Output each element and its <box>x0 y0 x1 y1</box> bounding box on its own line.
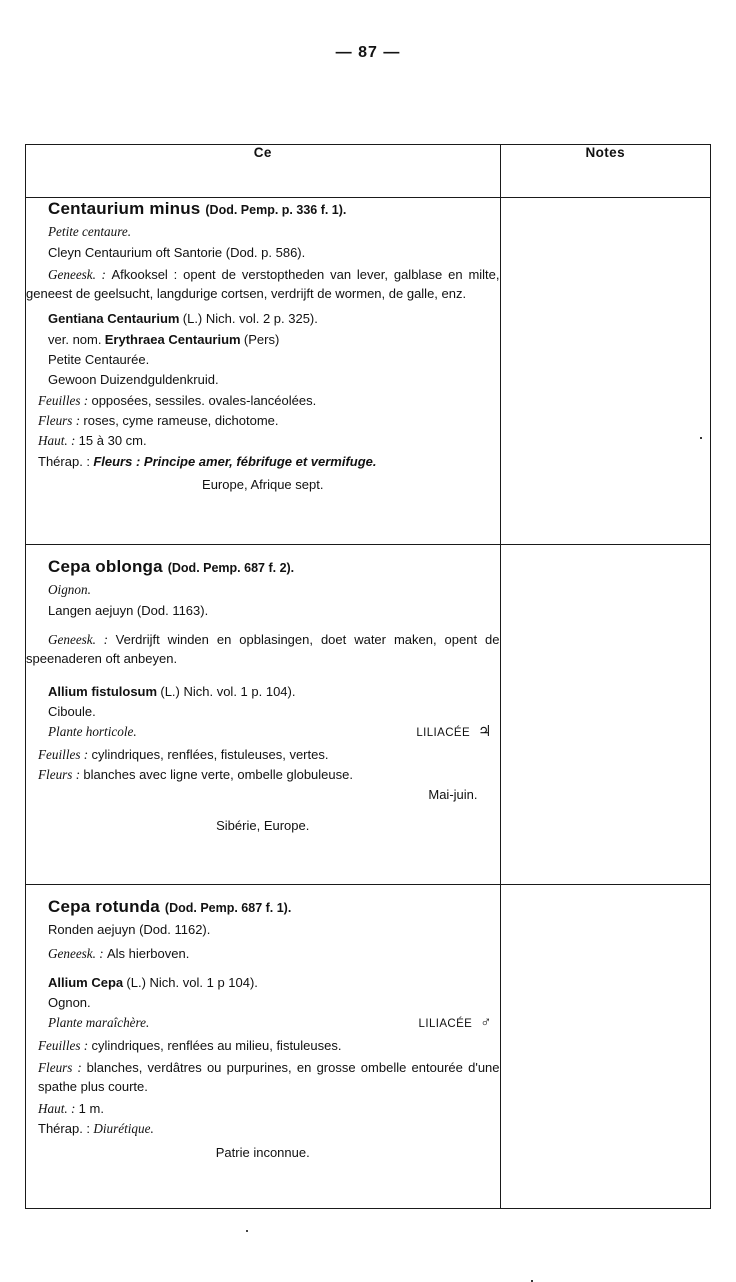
descriptor-fleurs <box>38 766 500 783</box>
descriptor-value: cylindriques, renflées, fistuleuses, vertes. <box>91 746 329 762</box>
entry-title-row <box>48 896 500 918</box>
geneesk-label: Geneesk. : <box>48 946 104 962</box>
geneesk-label: Geneesk. : <box>48 267 106 283</box>
descriptor-feuilles <box>38 392 500 409</box>
synonym-reference: (Pers) <box>243 331 280 347</box>
habit-family-row <box>48 723 500 743</box>
descriptor-feuilles <box>38 746 500 763</box>
descriptor-label: Fleurs : <box>38 1060 82 1076</box>
therapeutic-row <box>38 1120 500 1137</box>
descriptor-value: blanches avec ligne verte, ombelle globuleuse. <box>83 767 353 783</box>
common-name-fr: Ciboule. <box>48 703 96 719</box>
entry-title-row <box>48 198 500 220</box>
descriptor-value: opposées, sessiles. ovales-lancéolées. <box>91 392 317 408</box>
descriptor-label: Fleurs : <box>38 767 81 783</box>
plant-habit: Plante horticole. <box>48 724 137 740</box>
entries-table <box>25 144 711 1209</box>
entry-geneesk-paragraph <box>26 631 500 668</box>
entry-vernacular-nl: Ronden aejuyn (Dod. 1162). <box>48 921 211 937</box>
origin: Europe, Afrique sept. <box>202 477 324 493</box>
table-row <box>26 545 710 884</box>
descriptor-feuilles <box>38 1037 500 1054</box>
geneesk-text: Afkooksel : opent de verstoptheden van lever, galblase en milte, geneest de geelsucht, langdurige cortsen, verdrijft de wormen, de galle, enz. <box>26 267 500 301</box>
entry-species-row <box>48 310 500 327</box>
entry-cepa-rotunda <box>26 884 500 1208</box>
synonym-name: Erythraea Centaurium <box>104 331 241 347</box>
common-name-nl: Gewoon Duizendguldenkruid. <box>48 372 219 388</box>
entry-title: Cepa oblonga <box>48 557 163 577</box>
descriptor-label: Feuilles : <box>38 392 89 408</box>
species-name: Allium fistulosum <box>48 683 158 699</box>
common-name-fr: Ognon. <box>48 994 91 1010</box>
perennial-symbol-icon: ♃ <box>478 724 492 741</box>
entry-vernacular-nl: Cleyn Centaurium oft Santorie (Dod. p. 586). <box>48 244 306 260</box>
descriptor-value: blanches, verdâtres ou purpurines, en grosse ombelle entourée d'une spathe plus courte. <box>38 1060 500 1095</box>
species-reference: (L.) Nich. vol. 2 p. 325). <box>182 311 318 327</box>
page-speck <box>700 437 702 439</box>
entry-vernacular-fr: Petite centaure. <box>48 224 131 240</box>
flowering-season: Mai-juin. <box>428 786 478 802</box>
origin: Patrie inconnue. <box>215 1144 310 1160</box>
origin: Sibérie, Europe. <box>216 817 310 833</box>
entry-geneesk-paragraph <box>26 266 500 303</box>
family-name: LILIACÉE <box>418 1018 473 1031</box>
geneesk-text: Verdrijft winden en opblasingen, doet water maken, opent de speenaderen oft anbeyen. <box>26 632 500 666</box>
common-name-fr: Petite Centaurée. <box>48 352 150 368</box>
descriptor-value: roses, cyme rameuse, dichotome. <box>83 413 279 429</box>
therapeutic-row <box>38 453 500 470</box>
species-reference: (L.) Nich. vol. 1 p. 104). <box>160 683 296 699</box>
entry-title-reference: (Dod. Pemp. 687 f. 1). <box>164 900 292 915</box>
entry-species-row <box>48 683 500 700</box>
entry-centaurium-minus <box>26 198 500 545</box>
therap-label: Thérap. : <box>38 453 91 469</box>
document-page <box>0 44 736 1244</box>
descriptor-haut <box>38 1100 500 1117</box>
species-name: Gentiana Centaurium <box>48 311 180 327</box>
habit-family-row <box>48 1014 500 1034</box>
therap-value: Diurétique. <box>93 1121 154 1137</box>
descriptor-label: Haut. : <box>38 433 76 449</box>
geneesk-text: Als hierboven. <box>106 946 190 962</box>
table-row <box>26 884 710 1208</box>
plant-habit: Plante maraîchère. <box>48 1015 150 1031</box>
descriptor-haut <box>38 432 500 449</box>
family-name: LILIACÉE <box>416 727 471 740</box>
column-header-notes: Notes <box>500 145 710 198</box>
species-name: Allium Cepa <box>48 974 124 990</box>
entry-vernacular-nl: Langen aejuyn (Dod. 1163). <box>48 602 209 618</box>
entry-synonym-row <box>48 331 500 348</box>
descriptor-label: Feuilles : <box>38 1037 89 1053</box>
descriptor-label: Fleurs : <box>38 413 81 429</box>
notes-cell[interactable] <box>500 198 710 545</box>
entry-title: Cepa rotunda <box>48 896 160 916</box>
descriptor-value: 15 à 30 cm. <box>78 433 147 449</box>
descriptor-label: Feuilles : <box>38 746 89 762</box>
entry-geneesk-paragraph <box>48 945 500 962</box>
descriptor-value: 1 m. <box>78 1100 104 1116</box>
synonym-label: ver. nom. <box>48 331 102 347</box>
descriptor-fleurs <box>38 412 500 429</box>
therap-value: Fleurs : Principe amer, fébrifuge et vermifuge. <box>93 453 377 469</box>
entry-species-row <box>48 974 500 991</box>
geneesk-label: Geneesk. : <box>48 632 108 648</box>
notes-cell[interactable] <box>500 884 710 1208</box>
entry-cepa-oblonga <box>26 545 500 884</box>
page-speck-3 <box>246 1230 248 1232</box>
species-reference: (L.) Nich. vol. 1 p 104). <box>126 974 258 990</box>
entry-vernacular-fr: Oignon. <box>48 582 91 598</box>
therap-label: Thérap. : <box>38 1121 91 1137</box>
table-header-row <box>26 145 710 198</box>
descriptor-fleurs <box>38 1059 500 1096</box>
descriptor-label: Haut. : <box>38 1100 76 1116</box>
entry-title-reference: (Dod. Pemp. 687 f. 2). <box>167 561 295 576</box>
page-number: — 87 — <box>335 44 401 61</box>
descriptor-value: cylindriques, renflées au milieu, fistuleuses. <box>91 1037 342 1053</box>
notes-cell[interactable] <box>500 545 710 884</box>
table-row <box>26 198 710 545</box>
entry-title-row <box>48 556 500 578</box>
male-symbol-icon: ♂ <box>480 1015 492 1032</box>
entry-title-reference: (Dod. Pemp. p. 336 f. 1). <box>205 203 347 217</box>
entry-title: Centaurium minus <box>48 199 201 218</box>
column-header-main: Ce <box>26 145 500 198</box>
